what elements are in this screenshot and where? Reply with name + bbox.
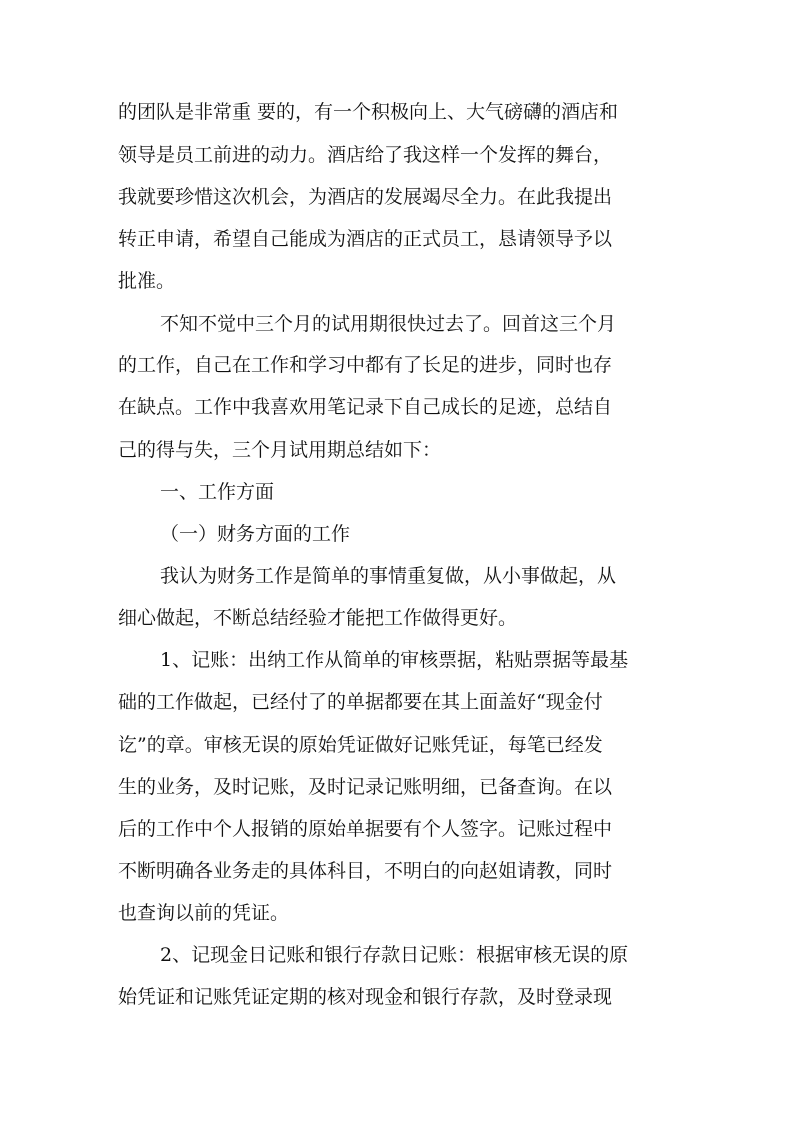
text-line: 我认为财务工作是简单的事情重复做，从小事做起，从 <box>160 565 617 587</box>
text-line: 在缺点。工作中我喜欢用笔记录下自己成长的足迹，总结自 <box>118 396 613 418</box>
text-line: 生的业务，及时记账，及时记录记账明细，已备查询。在以 <box>118 776 613 798</box>
text-line: 不知不觉中三个月的试用期很快过去了。回首这三个月 <box>160 313 617 335</box>
text-line: 2、记现金日记账和银行存款日记账：根据审核无误的原 <box>160 944 629 966</box>
text-line: 转正申请，希望自己能成为酒店的正式员工，恳请领导予以 <box>118 228 613 250</box>
text-line: 始凭证和记账凭证定期的核对现金和银行存款，及时登录现 <box>118 986 613 1008</box>
text-line: 也查询以前的凭证。 <box>118 902 290 924</box>
text-line: 不断明确各业务走的具体科目，不明白的向赵姐请教，同时 <box>118 860 613 882</box>
text-line: 批准。 <box>118 270 176 292</box>
text-line: 1、记账：出纳工作从简单的审核票据，粘贴票据等最基 <box>160 649 629 671</box>
text-line: 的团队是非常重 要的，有一个积极向上、大气磅礴的酒店和 <box>118 101 619 123</box>
text-line: 后的工作中个人报销的原始单据要有个人签字。记账过程中 <box>118 818 613 840</box>
text-line: 细心做起，不断总结经验才能把工作做得更好。 <box>118 607 518 629</box>
text-line: 讫”的章。审核无误的原始凭证做好记账凭证，每笔已经发 <box>118 734 603 756</box>
text-line: 己的得与失，三个月试用期总结如下： <box>118 439 442 461</box>
section-heading: 一、工作方面 <box>160 481 275 503</box>
subsection-heading: （一）财务方面的工作 <box>160 523 351 545</box>
text-line: 领导是员工前进的动力。酒店给了我这样一个发挥的舞台， <box>118 144 613 166</box>
text-line: 础的工作做起，已经付了的单据都要在其上面盖好“现金付 <box>118 691 603 713</box>
text-line: 我就要珍惜这次机会，为酒店的发展竭尽全力。在此我提出 <box>118 186 613 208</box>
text-line: 的工作，自己在工作和学习中都有了长足的进步，同时也存 <box>118 354 613 376</box>
